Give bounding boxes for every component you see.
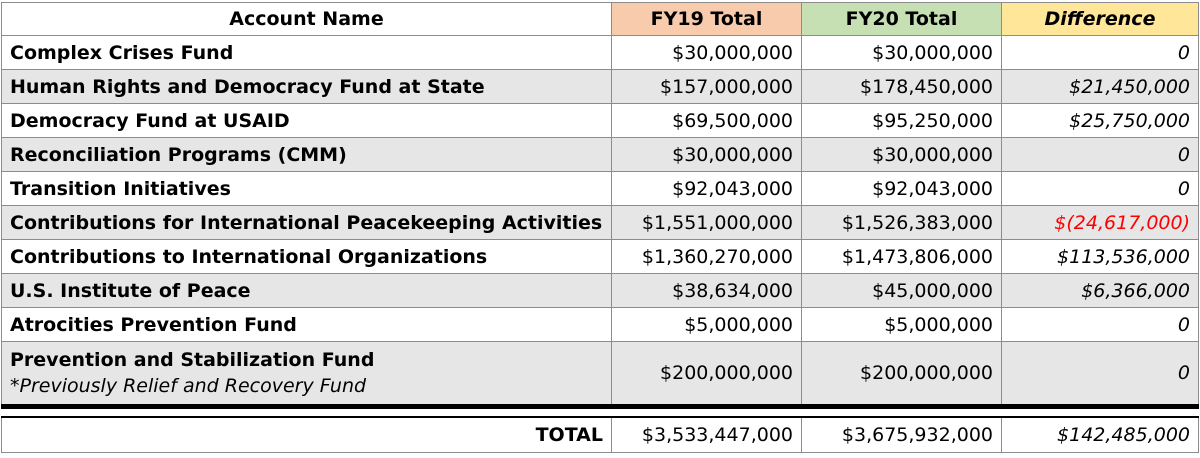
difference-cell-negative: $(24,617,000) bbox=[1002, 206, 1199, 240]
account-name-cell: Democracy Fund at USAID bbox=[2, 104, 612, 138]
difference-cell: $113,536,000 bbox=[1002, 240, 1199, 274]
table-row bbox=[2, 342, 1199, 407]
total-label: TOTAL bbox=[2, 417, 612, 453]
fy19-cell: $1,551,000,000 bbox=[612, 206, 802, 240]
fy20-cell: $45,000,000 bbox=[802, 274, 1002, 308]
account-name-cell: Human Rights and Democracy Fund at State bbox=[2, 70, 612, 104]
budget-table bbox=[1, 2, 1199, 453]
total-difference: $142,485,000 bbox=[1002, 417, 1199, 453]
table-body bbox=[2, 36, 1199, 453]
header-fy19-total: FY19 Total bbox=[612, 3, 802, 36]
fy20-cell: $30,000,000 bbox=[802, 138, 1002, 172]
total-row bbox=[2, 417, 1199, 453]
table-row bbox=[2, 274, 1199, 308]
account-name-cell: Complex Crises Fund bbox=[2, 36, 612, 70]
difference-cell: $6,366,000 bbox=[1002, 274, 1199, 308]
fy19-cell: $30,000,000 bbox=[612, 138, 802, 172]
fy19-cell: $69,500,000 bbox=[612, 104, 802, 138]
account-name-cell: Reconciliation Programs (CMM) bbox=[2, 138, 612, 172]
fy19-cell: $200,000,000 bbox=[612, 342, 802, 407]
table-row bbox=[2, 138, 1199, 172]
account-name-text: Prevention and Stabilization Fund bbox=[10, 349, 375, 371]
fy20-cell: $92,043,000 bbox=[802, 172, 1002, 206]
total-separator bbox=[2, 407, 1199, 418]
difference-cell: $25,750,000 bbox=[1002, 104, 1199, 138]
account-name-cell: Atrocities Prevention Fund bbox=[2, 308, 612, 342]
account-name-cell: Contributions for International Peacekeeping Activities bbox=[2, 206, 612, 240]
fy20-cell: $5,000,000 bbox=[802, 308, 1002, 342]
fy20-cell: $178,450,000 bbox=[802, 70, 1002, 104]
account-name-cell bbox=[2, 342, 612, 407]
difference-cell: $21,450,000 bbox=[1002, 70, 1199, 104]
table-row bbox=[2, 104, 1199, 138]
fy19-cell: $157,000,000 bbox=[612, 70, 802, 104]
difference-cell: 0 bbox=[1002, 36, 1199, 70]
header-fy20-total: FY20 Total bbox=[802, 3, 1002, 36]
fy19-cell: $30,000,000 bbox=[612, 36, 802, 70]
difference-cell: 0 bbox=[1002, 138, 1199, 172]
header-difference: Difference bbox=[1002, 3, 1199, 36]
table-row bbox=[2, 206, 1199, 240]
fy19-cell: $38,634,000 bbox=[612, 274, 802, 308]
fy20-cell: $1,473,806,000 bbox=[802, 240, 1002, 274]
total-fy19: $3,533,447,000 bbox=[612, 417, 802, 453]
double-rule-divider bbox=[2, 407, 1199, 418]
account-footnote: *Previously Relief and Recovery Fund bbox=[10, 375, 367, 397]
fy19-cell: $1,360,270,000 bbox=[612, 240, 802, 274]
table-row bbox=[2, 172, 1199, 206]
table-row bbox=[2, 70, 1199, 104]
total-fy20: $3,675,932,000 bbox=[802, 417, 1002, 453]
fy20-cell: $1,526,383,000 bbox=[802, 206, 1002, 240]
header-account-name: Account Name bbox=[2, 3, 612, 36]
fy20-cell: $200,000,000 bbox=[802, 342, 1002, 407]
account-name-cell: U.S. Institute of Peace bbox=[2, 274, 612, 308]
table-row bbox=[2, 36, 1199, 70]
difference-cell: 0 bbox=[1002, 308, 1199, 342]
fy20-cell: $30,000,000 bbox=[802, 36, 1002, 70]
table-row bbox=[2, 308, 1199, 342]
difference-cell: 0 bbox=[1002, 342, 1199, 407]
header-row bbox=[2, 3, 1199, 36]
fy19-cell: $92,043,000 bbox=[612, 172, 802, 206]
account-name-cell: Contributions to International Organizations bbox=[2, 240, 612, 274]
fy20-cell: $95,250,000 bbox=[802, 104, 1002, 138]
fy19-cell: $5,000,000 bbox=[612, 308, 802, 342]
account-name-cell: Transition Initiatives bbox=[2, 172, 612, 206]
table-row bbox=[2, 240, 1199, 274]
difference-cell: 0 bbox=[1002, 172, 1199, 206]
